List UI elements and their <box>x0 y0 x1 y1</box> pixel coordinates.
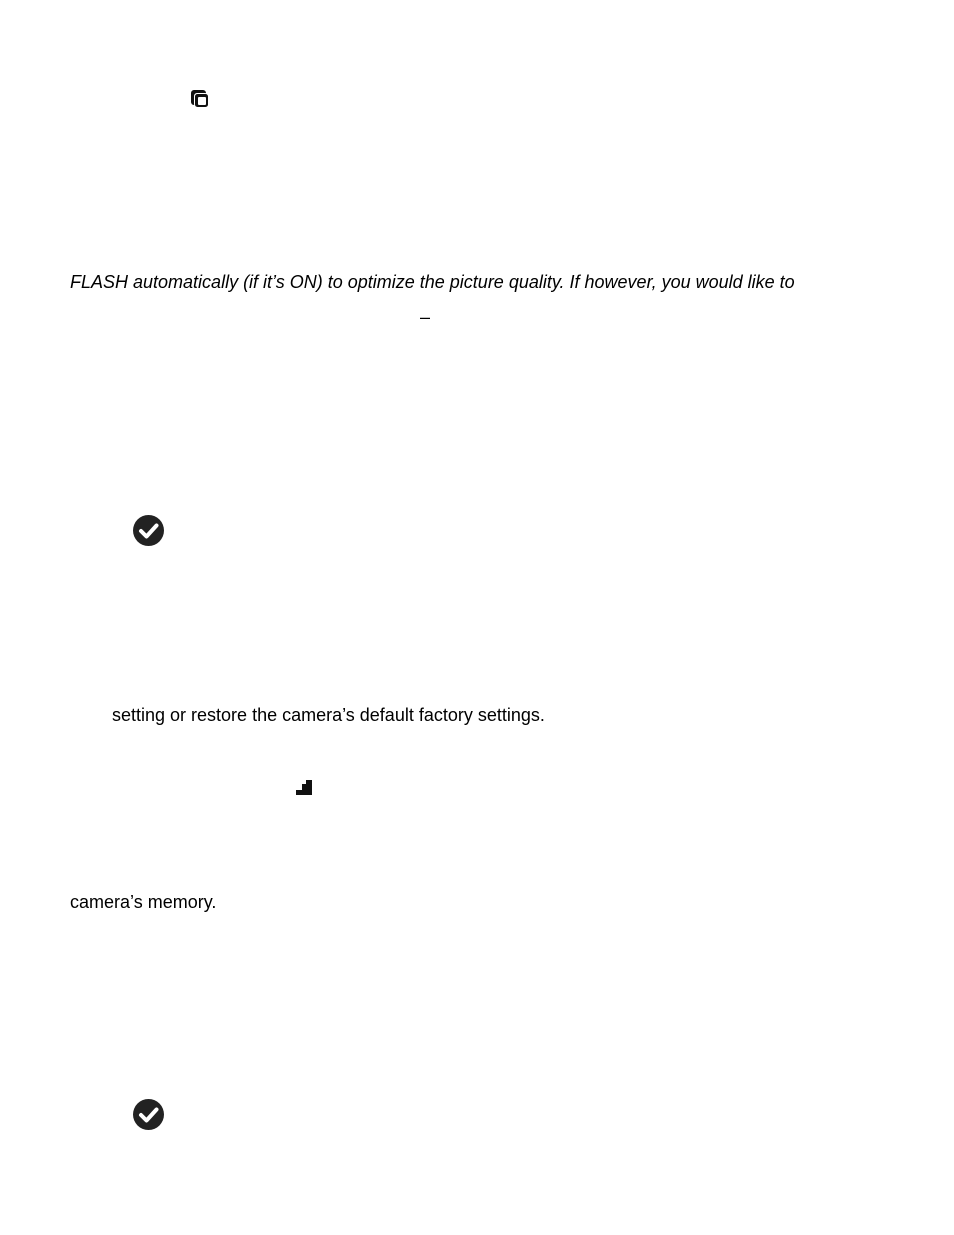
settings-description-line: setting or restore the camera’s default factory settings. <box>112 705 545 725</box>
dash-mark: – <box>420 307 431 327</box>
step-icon <box>296 780 312 796</box>
checkmark-circle-icon <box>132 514 165 547</box>
checkmark-circle-icon <box>132 1098 165 1131</box>
continuous-shot-icon <box>190 89 210 108</box>
flash-description-line: FLASH automatically (if it’s ON) to optimize the picture quality. If however, you would like to <box>70 272 795 292</box>
memory-description-line: camera’s memory. <box>70 892 217 912</box>
